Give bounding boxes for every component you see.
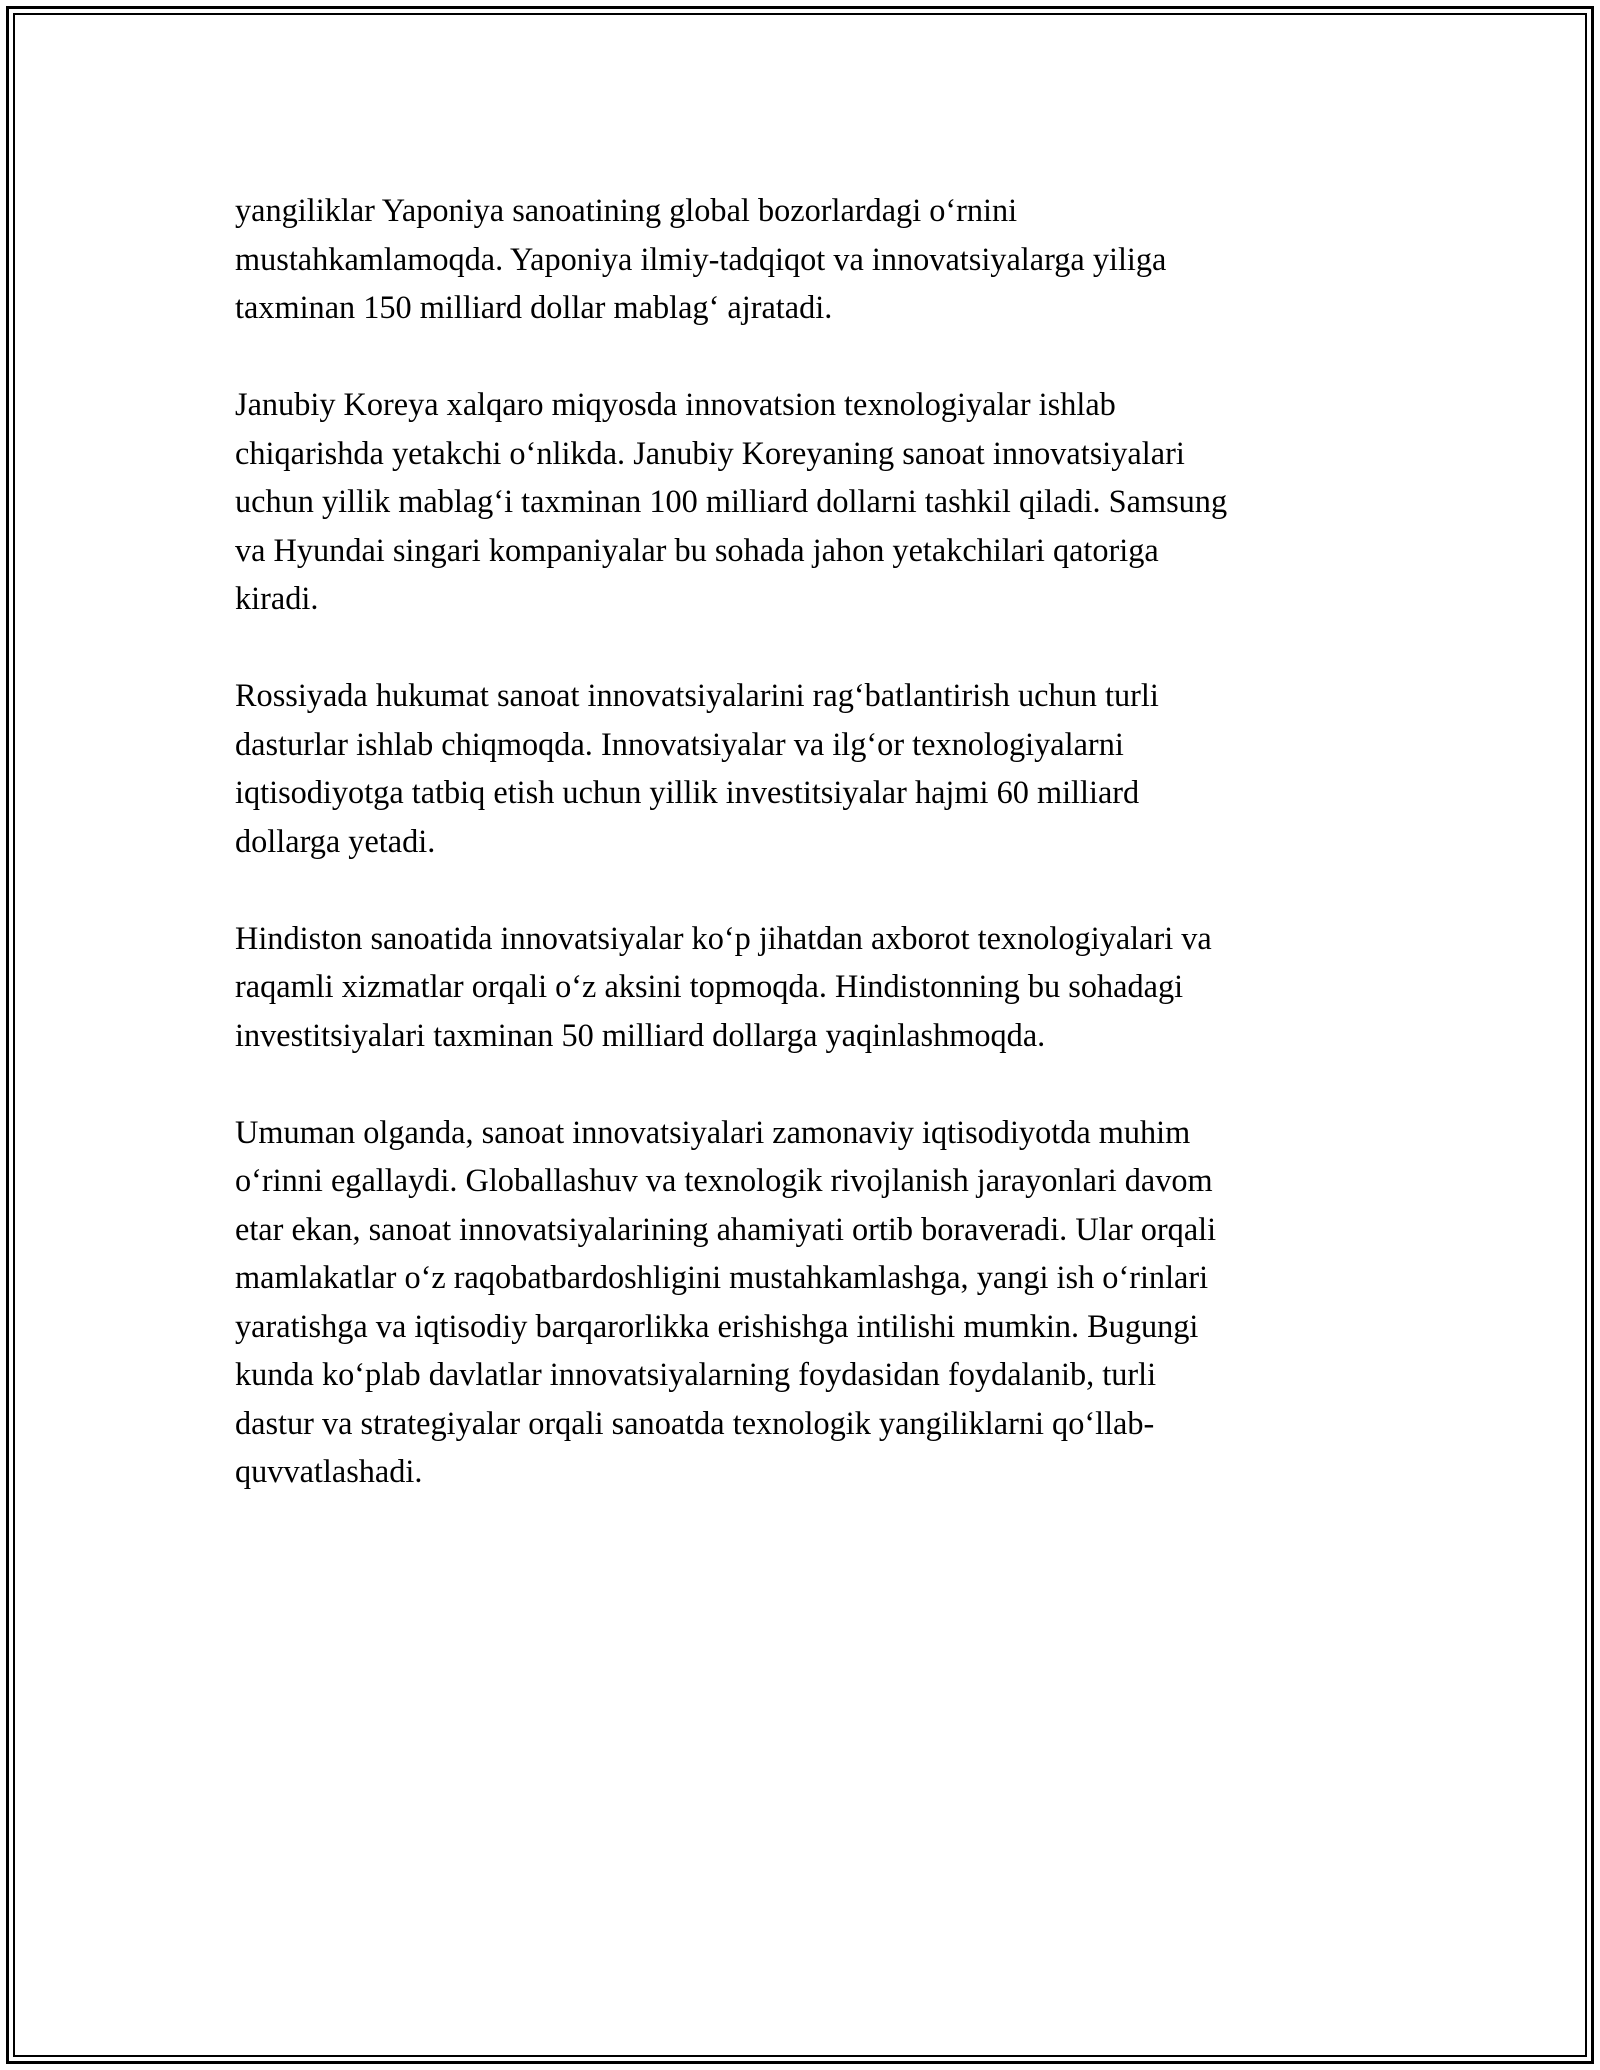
text-line: Rossiyada hukumat sanoat innovatsiyalarini rag‘batlantirish uchun turli <box>235 677 1159 713</box>
text-line: Janubiy Koreya xalqaro miqyosda innovatsion texnologiyalar ishlab <box>235 386 1116 422</box>
text-line: o‘rinni egallaydi. Globallashuv va texnologik rivojlanish jarayonlari davom <box>235 1162 1213 1198</box>
text-line: kunda ko‘plab davlatlar innovatsiyalarning foydasidan foydalanib, turli <box>235 1356 1157 1392</box>
text-line: investitsiyalari taxminan 50 milliard dollarga yaqinlashmoqda. <box>235 1016 1046 1053</box>
text-line: dastur va strategiyalar orqali sanoatda texnologik yangiliklarni qo‘llab- <box>235 1404 1155 1441</box>
text-line: kiradi. <box>235 580 319 616</box>
paragraph-japan <box>235 186 1375 332</box>
text-line: va Hyundai singari kompaniyalar bu sohada jahon yetakchilari qatoriga <box>235 531 1159 568</box>
text-line: mustahkamlamoqda. Yaponiya ilmiy-tadqiqot va innovatsiyalarga yiliga <box>235 240 1167 277</box>
paragraph-russia <box>235 671 1375 865</box>
text-line: taxminan 150 milliard dollar mablag‘ ajratadi. <box>235 289 833 325</box>
text-line: uchun yillik mablag‘i taxminan 100 milliard dollarni tashkil qiladi. Samsung <box>235 483 1228 519</box>
document-body <box>235 186 1375 1544</box>
text-line: Umuman olganda, sanoat innovatsiyalari zamonaviy iqtisodiyotda muhim <box>235 1113 1191 1150</box>
text-line: yangiliklar Yaponiya sanoatining global bozorlardagi o‘rnini <box>235 192 1018 228</box>
paragraph-south-korea <box>235 380 1375 623</box>
text-line: dollarga yetadi. <box>235 822 436 859</box>
paragraph-conclusion <box>235 1108 1375 1496</box>
text-line: yaratishga va iqtisodiy barqarorlikka erishishga intilishi mumkin. Bugungi <box>235 1307 1199 1344</box>
text-line: quvvatlashadi. <box>235 1453 423 1489</box>
text-line: Hindiston sanoatida innovatsiyalar ko‘p jihatdan axborot texnologiyalari va <box>235 919 1212 956</box>
text-line: dasturlar ishlab chiqmoqda. Innovatsiyalar va ilg‘or texnologiyalarni <box>235 725 1124 762</box>
text-line: chiqarishda yetakchi o‘nlikda. Janubiy Koreyaning sanoat innovatsiyalari <box>235 434 1185 471</box>
text-line: mamlakatlar o‘z raqobatbardoshligini mustahkamlashga, yangi ish o‘rinlari <box>235 1259 1209 1295</box>
text-line: iqtisodiyotga tatbiq etish uchun yillik investitsiyalar hajmi 60 milliard <box>235 774 1140 810</box>
text-line: etar ekan, sanoat innovatsiyalarining ahamiyati ortib boraveradi. Ular orqali <box>235 1210 1217 1247</box>
paragraph-india <box>235 914 1375 1060</box>
text-line: raqamli xizmatlar orqali o‘z aksini topmoqda. Hindistonning bu sohadagi <box>235 968 1184 1004</box>
